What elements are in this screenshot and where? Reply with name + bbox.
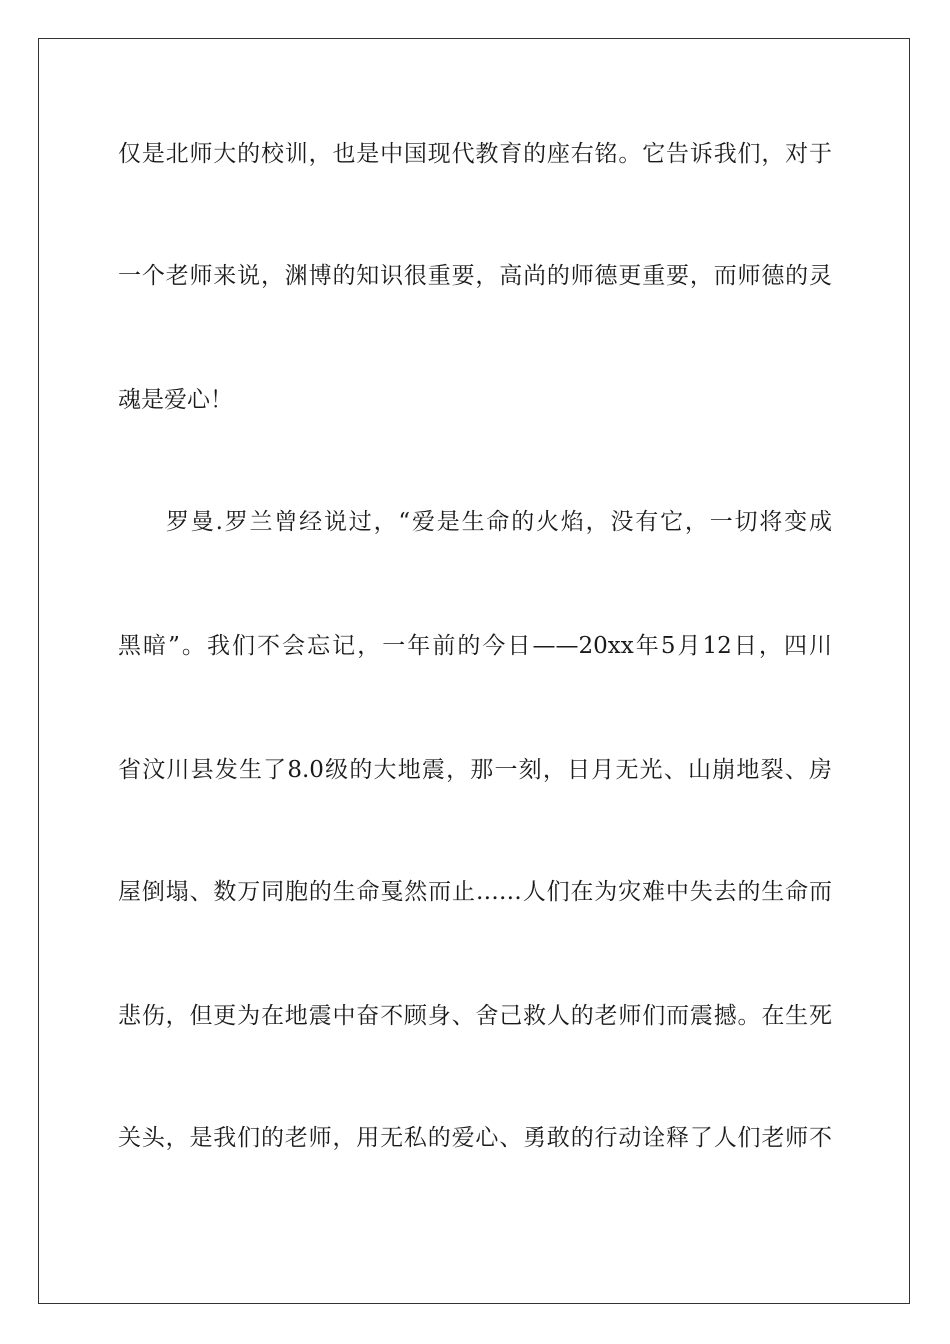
paragraph-line-4: 罗曼.罗兰曾经说过，“爱是生命的火焰，没有它，一切将变成	[166, 509, 832, 535]
paragraph-line-7: 屋倒塌、数万同胞的生命戛然而止……人们在为灾难中失去的生命而	[118, 879, 832, 905]
paragraph-line-6: 省汶川县发生了8.0级的大地震，那一刻，日月无光、山崩地裂、房	[118, 757, 832, 783]
paragraph-line-5: 黑暗”。我们不会忘记，一年前的今日——20xx年5月12日，四川	[118, 633, 832, 659]
paragraph-line-3: 魂是爱心！	[118, 387, 233, 413]
paragraph-line-9: 关头，是我们的老师，用无私的爱心、勇敢的行动诠释了人们老师不	[118, 1125, 832, 1151]
page-frame	[38, 38, 910, 1304]
paragraph-line-8: 悲伤，但更为在地震中奋不顾身、舍己救人的老师们而震撼。在生死	[118, 1003, 832, 1029]
paragraph-line-1: 仅是北师大的校训，也是中国现代教育的座右铭。它告诉我们，对于	[118, 141, 832, 167]
paragraph-line-2: 一个老师来说，渊博的知识很重要，高尚的师德更重要，而师德的灵	[118, 263, 832, 289]
